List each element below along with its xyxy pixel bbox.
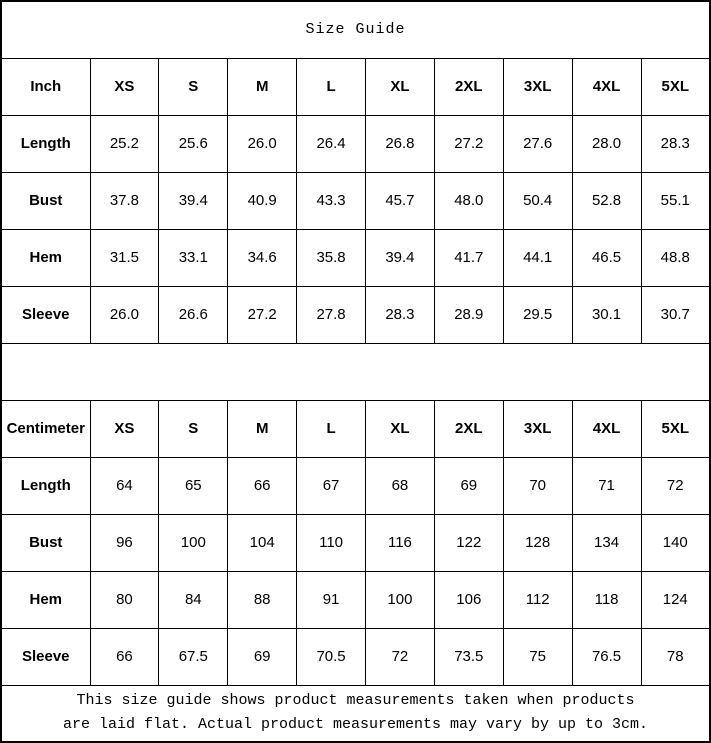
measurement-value: 44.1 xyxy=(503,229,572,286)
size-col-header: 4XL xyxy=(572,400,641,457)
measurement-value: 69 xyxy=(434,457,503,514)
measurement-row xyxy=(1,115,710,172)
measurement-value: 66 xyxy=(228,457,297,514)
measurement-value: 104 xyxy=(228,514,297,571)
measurement-value: 46.5 xyxy=(572,229,641,286)
footer-note-line1: This size guide shows product measurements taken when products xyxy=(76,692,635,710)
measurement-value: 78 xyxy=(641,628,710,685)
measurement-row xyxy=(1,229,710,286)
size-col-header: 3XL xyxy=(503,58,572,115)
measurement-row xyxy=(1,286,710,343)
size-col-header: 4XL xyxy=(572,58,641,115)
size-col-header: M xyxy=(228,58,297,115)
measurement-value: 27.6 xyxy=(503,115,572,172)
measurement-value: 72 xyxy=(366,628,435,685)
size-header-row xyxy=(1,400,710,457)
measurement-value: 88 xyxy=(228,571,297,628)
measurement-label: Length xyxy=(1,115,90,172)
measurement-value: 35.8 xyxy=(297,229,366,286)
measurement-value: 26.0 xyxy=(228,115,297,172)
measurement-value: 48.8 xyxy=(641,229,710,286)
measurement-value: 96 xyxy=(90,514,159,571)
measurement-label: Hem xyxy=(1,571,90,628)
size-col-header: XS xyxy=(90,58,159,115)
measurement-value: 34.6 xyxy=(228,229,297,286)
measurement-value: 29.5 xyxy=(503,286,572,343)
size-col-header: 5XL xyxy=(641,400,710,457)
measurement-value: 26.8 xyxy=(366,115,435,172)
footer-note xyxy=(1,685,710,742)
measurement-row xyxy=(1,571,710,628)
size-col-header: 2XL xyxy=(434,400,503,457)
measurement-value: 76.5 xyxy=(572,628,641,685)
measurement-value: 25.6 xyxy=(159,115,228,172)
measurement-value: 25.2 xyxy=(90,115,159,172)
measurement-value: 100 xyxy=(366,571,435,628)
measurement-value: 28.3 xyxy=(641,115,710,172)
measurement-value: 39.4 xyxy=(366,229,435,286)
measurement-value: 70 xyxy=(503,457,572,514)
measurement-value: 72 xyxy=(641,457,710,514)
measurement-value: 112 xyxy=(503,571,572,628)
measurement-value: 73.5 xyxy=(434,628,503,685)
measurement-value: 30.7 xyxy=(641,286,710,343)
measurement-value: 26.0 xyxy=(90,286,159,343)
measurement-value: 67 xyxy=(297,457,366,514)
measurement-value: 68 xyxy=(366,457,435,514)
measurement-value: 70.5 xyxy=(297,628,366,685)
measurement-value: 69 xyxy=(228,628,297,685)
measurement-value: 55.1 xyxy=(641,172,710,229)
measurement-row xyxy=(1,628,710,685)
footer-row xyxy=(1,685,710,742)
measurement-value: 140 xyxy=(641,514,710,571)
measurement-value: 116 xyxy=(366,514,435,571)
measurement-value: 106 xyxy=(434,571,503,628)
measurement-value: 110 xyxy=(297,514,366,571)
size-header-row xyxy=(1,58,710,115)
size-col-header: 2XL xyxy=(434,58,503,115)
measurement-value: 80 xyxy=(90,571,159,628)
measurement-value: 41.7 xyxy=(434,229,503,286)
size-col-header: XL xyxy=(366,58,435,115)
measurement-row xyxy=(1,514,710,571)
unit-label: Inch xyxy=(1,58,90,115)
size-col-header: 3XL xyxy=(503,400,572,457)
title-row xyxy=(1,1,710,58)
measurement-value: 75 xyxy=(503,628,572,685)
measurement-value: 28.0 xyxy=(572,115,641,172)
measurement-label: Bust xyxy=(1,172,90,229)
measurement-value: 45.7 xyxy=(366,172,435,229)
size-col-header: L xyxy=(297,58,366,115)
measurement-label: Bust xyxy=(1,514,90,571)
measurement-label: Sleeve xyxy=(1,628,90,685)
measurement-label: Length xyxy=(1,457,90,514)
size-col-header: M xyxy=(228,400,297,457)
measurement-row xyxy=(1,457,710,514)
size-col-header: S xyxy=(159,58,228,115)
measurement-label: Sleeve xyxy=(1,286,90,343)
size-col-header: XL xyxy=(366,400,435,457)
size-col-header: XS xyxy=(90,400,159,457)
measurement-value: 67.5 xyxy=(159,628,228,685)
measurement-value: 64 xyxy=(90,457,159,514)
measurement-value: 84 xyxy=(159,571,228,628)
measurement-value: 26.4 xyxy=(297,115,366,172)
measurement-value: 31.5 xyxy=(90,229,159,286)
measurement-value: 65 xyxy=(159,457,228,514)
measurement-value: 26.6 xyxy=(159,286,228,343)
measurement-value: 50.4 xyxy=(503,172,572,229)
measurement-label: Hem xyxy=(1,229,90,286)
page-title: Size Guide xyxy=(1,1,710,58)
footer-note-line2: are laid flat. Actual product measurements may vary by up to 3cm. xyxy=(62,716,649,734)
unit-label: Centimeter xyxy=(1,400,90,457)
size-col-header: L xyxy=(297,400,366,457)
measurement-value: 91 xyxy=(297,571,366,628)
size-col-header: 5XL xyxy=(641,58,710,115)
measurement-value: 27.2 xyxy=(228,286,297,343)
measurement-value: 28.9 xyxy=(434,286,503,343)
measurement-value: 134 xyxy=(572,514,641,571)
measurement-value: 27.2 xyxy=(434,115,503,172)
measurement-row xyxy=(1,172,710,229)
measurement-value: 48.0 xyxy=(434,172,503,229)
size-col-header: S xyxy=(159,400,228,457)
measurement-value: 100 xyxy=(159,514,228,571)
spacer-cell xyxy=(1,343,710,400)
measurement-value: 27.8 xyxy=(297,286,366,343)
measurement-value: 37.8 xyxy=(90,172,159,229)
measurement-value: 39.4 xyxy=(159,172,228,229)
measurement-value: 28.3 xyxy=(366,286,435,343)
measurement-value: 71 xyxy=(572,457,641,514)
measurement-value: 124 xyxy=(641,571,710,628)
measurement-value: 33.1 xyxy=(159,229,228,286)
spacer-row xyxy=(1,343,710,400)
measurement-value: 128 xyxy=(503,514,572,571)
measurement-value: 40.9 xyxy=(228,172,297,229)
measurement-value: 122 xyxy=(434,514,503,571)
measurement-value: 30.1 xyxy=(572,286,641,343)
measurement-value: 43.3 xyxy=(297,172,366,229)
measurement-value: 52.8 xyxy=(572,172,641,229)
measurement-value: 66 xyxy=(90,628,159,685)
measurement-value: 118 xyxy=(572,571,641,628)
